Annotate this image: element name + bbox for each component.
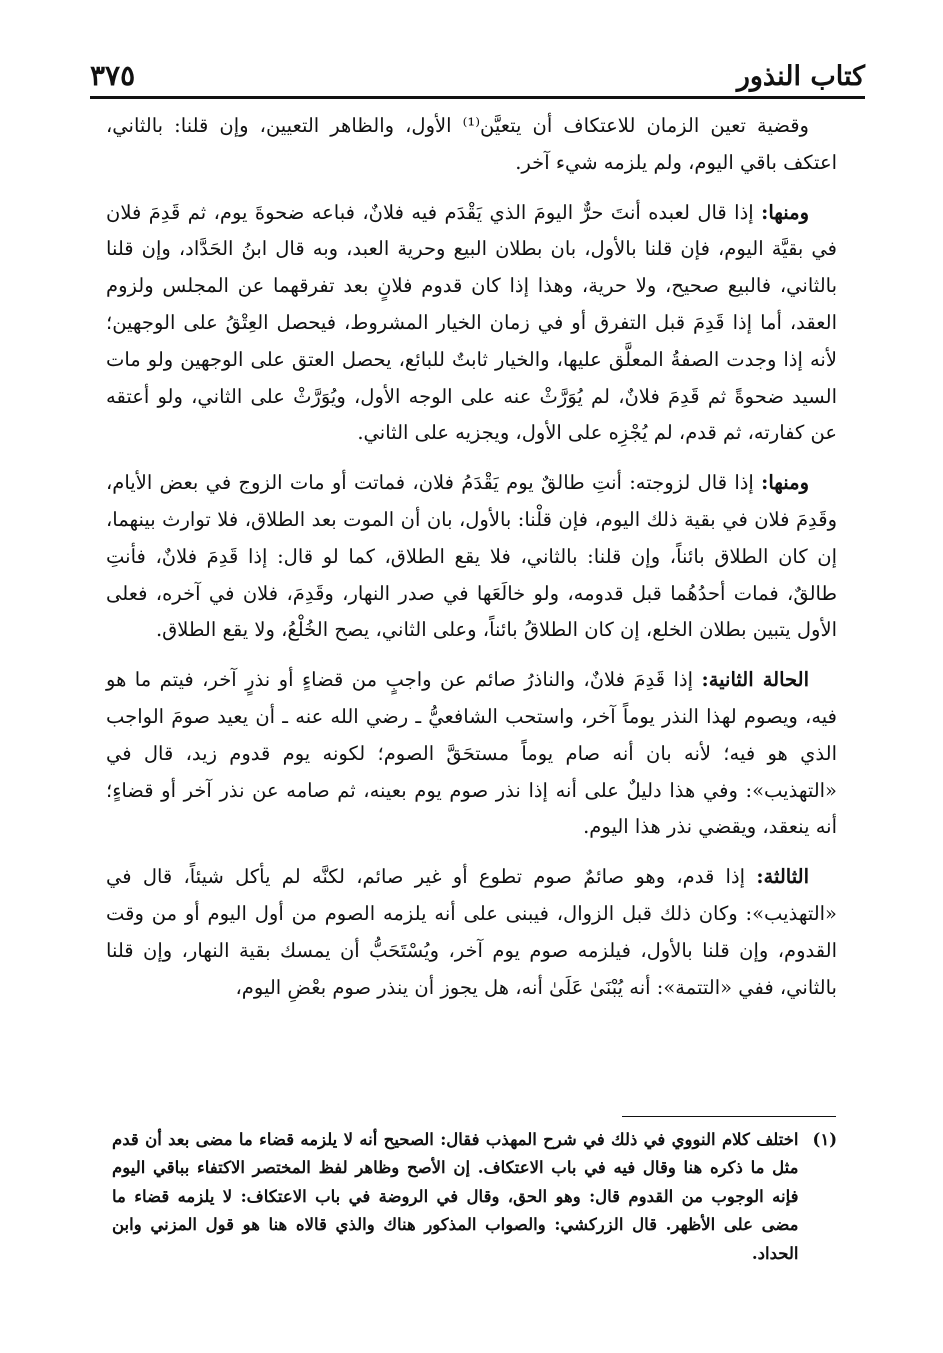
paragraph-lead: ومنها:	[761, 471, 809, 495]
main-text	[106, 108, 837, 1019]
paragraph-text: إذا قدم، وهو صائمٌ صوم تطوع أو غير صائم، لكنَّه لم يأكل شيئاً، قال في «التهذيب»: وكان ذلك قبل الزوال، فيبنى على أنه يلزمه الصوم من أول اليوم أو من وقت القدوم، وإن قلنا بالأول، فيلزمه صوم يوم آخر، ويُسْتَحَبُّ أن يمسك بقية النهار، وإن قلنا بالثاني، ففي «التتمة»: أنه يُبْنَىٰ عَلَىٰ أنه، هل يجوز أن ينذر صوم بعْضِ اليوم،	[106, 865, 837, 999]
paragraph-2	[106, 195, 837, 453]
footnote-rule	[622, 1116, 836, 1117]
paragraph-lead: الثالثة:	[756, 865, 809, 889]
paragraph-text: إذا قال لزوجته: أنتِ طالقٌ يوم يَقْدَمُ فلان، فماتت أو مات الزوج في بعض الأيام، وقَدِمَ فلان في بقية ذلك اليوم، فإن قلْنا: بالأول، بان أن الموت بعد الطلاق، فلا توارث بينهما، إن كان الطلاق بائناً، وإن قلنا: بالثاني، فلا يقع الطلاق، كما لو قال: إذا قَدِمَ فلانٌ، فأنتِ طالقٌ، فمات أحدُهُما قبل قدومه، ولو خالَعَها في صدر النهار، وقَدِمَ، فلان في آخره، فعلى الأول يتبين بطلان الخلع، إن كان الطلاقُ بائناً، وعلى الثاني، يصح الخُلْعُ، ولا يقع الطلاق.	[106, 471, 837, 642]
header-rule	[90, 96, 865, 99]
paragraph-lead: الحالة الثانية:	[701, 668, 809, 692]
paragraph-3	[106, 465, 837, 649]
paragraph-text: وقضية تعين الزمان للاعتكاف أن يتعيَّن⁽¹⁾ الأول، والظاهر التعيين، وإن قلنا: بالثاني، اعتكف باقي اليوم، ولم يلزمه شيء آخر.	[106, 114, 837, 174]
paragraph-text: إذا قال لعبده أنتَ حرٌّ اليومَ الذي يَقْدَم فيه فلانٌ، فباعه ضحوةَ يوم، ثم قَدِمَ فلان في بقيَّة اليوم، فإن قلنا بالأول، بان بطلان البيع وحرية العبد، وبه قال ابنُ الحَدَّاد، وإن قلنا بالثاني، فالبيع صحيح، ولا حرية، وهذا إذا كان قدوم فلانٍ بعد تفرقهما عن المجلس ولزوم العقد، أما إذا قَدِمَ قبل التفرق أو في زمان الخيار المشروط، فيحصل العِتْقُ على الوجهين؛ لأنه إذا وجدت الصفةُ المعلَّق عليها، والخيار ثابتٌ للبائع، يحصل العتق على الوجهين ولو مات السيد ضحوةً ثم قَدِمَ فلانٌ، لم يُوَرَّثْ عنه على الوجه الأول، ويُوَرَّثْ على الثاني، ولو أعتقه عن كفارته، ثم قدم، لم يُجْزِه على الأول، ويجزيه على الثاني.	[106, 200, 837, 445]
footnote-text: اختلف كلام النووي في ذلك في شرح المهذب فقال: الصحيح أنه لا يلزمه قضاء ما مضى بعد أن قدم مثل ما ذكره هنا وقال فيه في باب الاعتكاف. إن الأصح وظاهر لفظ المختصر الاكتفاء بباقي اليوم فإنه الوجوب من القدوم قال: وهو الحق، وقال في الروضة في باب الاعتكاف: لا يلزمه قضاء ما مضى على الأظهر. قال الزركشي: والصواب المذكور هناك والذي قالاه هنا هو قول المزني وابن الحداد.	[112, 1130, 799, 1263]
footnote	[112, 1126, 837, 1268]
footnote-marker: (١)	[812, 1130, 837, 1149]
paragraph-lead: ومنها:	[761, 200, 809, 224]
page-header	[90, 52, 865, 92]
paragraph-text: إذا قَدِمَ فلانٌ، والناذرُ صائم عن واجبٍ من قضاءٍ أو نذرٍ آخر، فيتم ما هو فيه، ويصوم لهذا النذر يوماً آخر، واستحب الشافعيُّ ـ رضي الله عنه ـ أن يعيد صومَ الواجب الذي هو فيه؛ لأنه بان أنه صام يوماً مستحَقَّ الصوم؛ لكونه يوم قدوم زيد، قال في «التهذيب»: وفي هذا دليلٌ على أنه إذا نذر صوم يوم بعينه، ثم صامه عن نذر آخر أو قضاءٍ؛ أنه ينعقد، ويقضي نذر هذا اليوم.	[106, 668, 837, 839]
page-number: ٣٧٥	[90, 59, 136, 92]
paragraph-1	[106, 108, 837, 182]
running-title: كتاب النذور	[736, 61, 865, 92]
paragraph-5	[106, 859, 837, 1006]
paragraph-4	[106, 662, 837, 846]
